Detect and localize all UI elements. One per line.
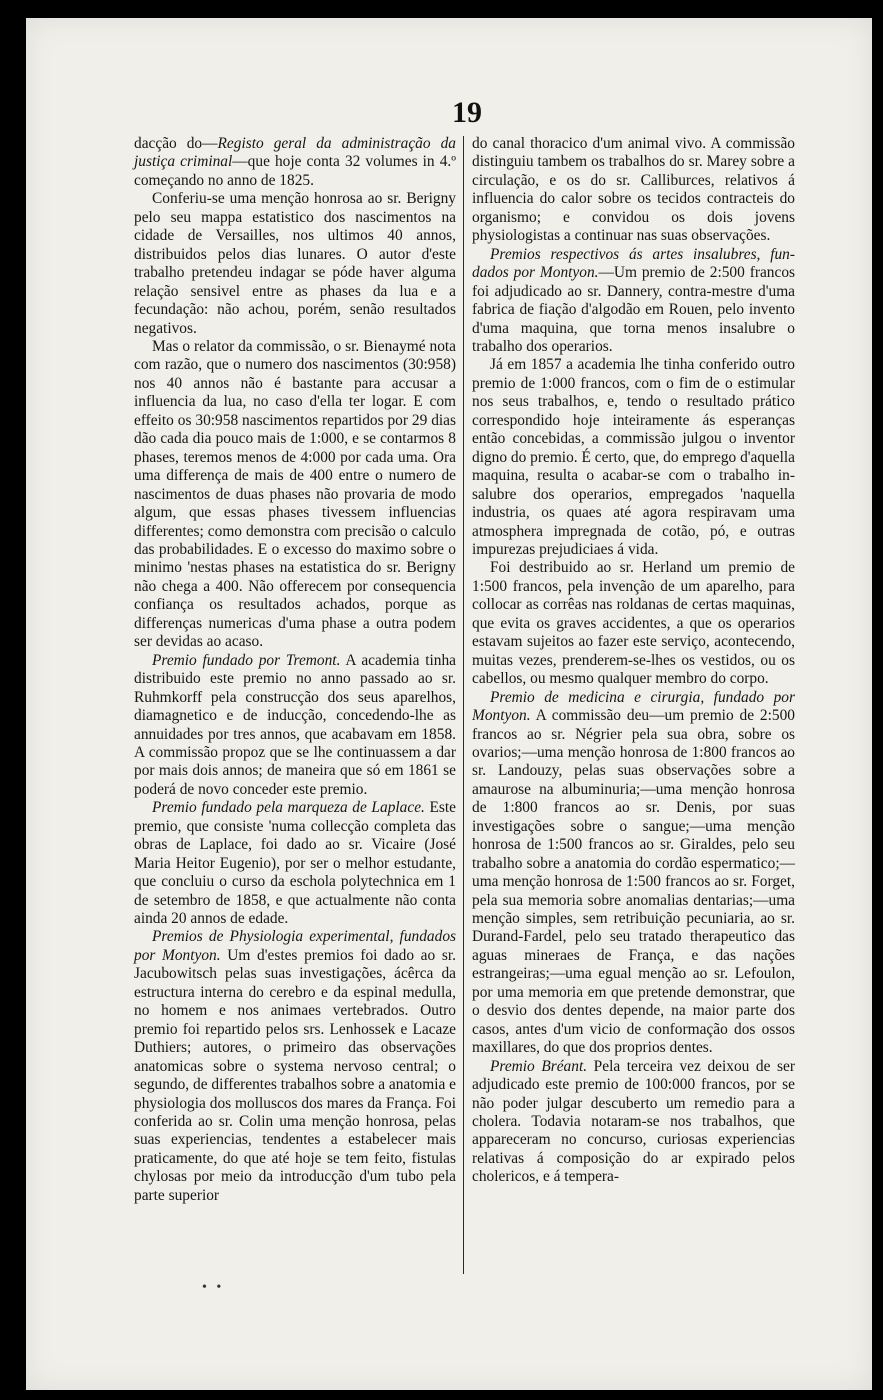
paragraph-text: A academia tinha distribuido este premio no anno passado ao sr. Ruhmkorff pela construcção dos seus aparelhos, diamagnetico e de inducção, concedendo-lhe as annuidades por tres annos, que acabavam em 1858. A commissão propoz que se lhe continuassem a dar por mais dois annos; de maneira que só em 1861 se poderá de novo conceder este premio. xyxy=(134,651,456,798)
paragraph-text: —que hoje conta 32 volumes in 4.º começando no anno de 1825. xyxy=(134,153,457,189)
section-heading: Premio Bréant. xyxy=(490,1057,588,1075)
paragraph-text: Já em 1857 a academia lhe tinha conferido outro premio de 1:000 francos, com o fim de o estimular nos seus trabalhos, e, tendo o resultado prático correspondido hoje inteiramente ás esperanças então concebidas, a commissão julgou o inventor digno do premio. É certo, que, do emprego d'aquella maquina, resulta o acabar-se com o trabalho insalubre dos operarios, empregados 'naquella industria, os quaes até agora respiravam uma atmosphera impregnada de cotão, pó, e outras impurezas prejudiciaes á vida. xyxy=(472,356,795,558)
right-text-column xyxy=(472,135,795,1187)
paragraph-l1 xyxy=(134,135,456,190)
section-heading: Premios de Physiologia experimental, fundados por Montyon. xyxy=(134,928,456,964)
paragraph-l5 xyxy=(134,799,456,928)
paragraph-text: Pela terceira vez deixou de ser adjudicado este premio de 100:000 francos, por se não poder julgar descuberto um remedio para a cholera. Todavia notaram-se nos trabalhos, que appareceram no concurso, curiosas experiencias relativas á composição do ar expirado pelos cholericos, e á tempera- xyxy=(472,1057,795,1186)
paragraph-l3 xyxy=(134,338,456,652)
paragraph-text: Mas o relator da commissão, o sr. Bienaymé nota com razão, que o numero dos nascimentos (30:958) nos 40 annos não é bastante para accusar a influencia da lua, no caso d'ella ter logar. E com effeito os 30:958 nascimentos repartidos por 29 dias dão cada dia pouco mais de 1:000, e se contarmos 8 phases, teremos menos de 4:000 por cada uma. Ora uma differença de mais de 400 entre o numero de nascimentos de duas phases não provaria de modo algum, que essas phases tivessem influencias differentes; como demonstra com precisão o calculo das probabilidades. E o excesso do maximo sobre o minimo 'nestas phases na estatistica do sr. Berigny não chega a 400. Não offerecem por consequencia confiança os resultados achados, porque as differenças numericas d'uma phase a outra podem ser devidas ao acaso. xyxy=(134,337,456,651)
paragraph-l2 xyxy=(134,190,456,338)
section-heading: Premio fundado pela marqueza de Laplace. xyxy=(152,799,425,817)
section-heading: Premios respectivos ás artes insalubres, fundados por Montyon. xyxy=(472,245,795,282)
column-divider xyxy=(463,136,464,1274)
paragraph-text: dacção do— xyxy=(134,135,218,152)
paragraph-r6 xyxy=(472,1058,795,1187)
section-heading: Registo geral da administração da justiça criminal xyxy=(134,135,456,171)
paragraph-text: Um d'estes premios foi dado ao sr. Jacubowitsch pelas suas investigações, ácêrca da estructura interna do cerebro e da espinal medulla, no homem e nos animaes vertebrados. Outro premio foi repartido pelos srs. Lenhossek e Lacaze Duthiers; autores, o primeiro das observações anatomicas sobre o systema nervoso central; o segundo, de differentes trabalhos sobre a anatomia e physiologia dos molluscos dos mares da França. Foi conferida ao sr. Colin uma menção honrosa, pelas suas experiencias, tendentes a estabelecer mais praticamente, do que até hoje se tem feito, fistulas chylosas por meio da introducção d'um tubo pela parte superior xyxy=(134,946,456,1204)
paragraph-r3 xyxy=(472,356,795,559)
paragraph-l6 xyxy=(134,928,456,1205)
footer-signature-mark: • • xyxy=(202,1280,225,1295)
paragraph-text: Conferiu-se uma menção honrosa ao sr. Berigny pelo seu mappa estatistico dos nascimentos na cidade de Versailles, nos ultimos 40 annos, distribuidos pelos dias lunares. O autor d'este trabalho pretendeu indagar se póde haver alguma relação sensivel entre as phases da lua e a fecundação: não achou, porém, senão resultados negativos. xyxy=(134,190,456,337)
paragraph-r1 xyxy=(472,135,795,246)
paragraph-text: Este premio, que consiste 'numa collecção completa das obras de Laplace, foi dado ao sr. Vicaire (José Maria Heitor Eugenio), por ser o melhor estudante, que concluiu o curso da eschola polytechnica em 1 de setembro de 1858, e que actualmente não conta ainda 20 annos de edade. xyxy=(134,799,456,928)
section-heading: Premio de medicina e cirurgia, fundado por Montyon. xyxy=(472,688,795,725)
paragraph-text: Foi destribuido ao sr. Herland um premio de 1:500 francos, pela invenção de um aparelho, para collocar as corrêas nas roldanas de certas maquinas, que evita os graves accidentes, a que os operarios estavam sujeitos ao fazer este serviço, acontecendo, muitas vezes, prenderem-se-lhes os vestidos, ou os cabellos, ou mesmo qualquer membro do corpo. xyxy=(472,559,795,688)
paragraph-text: A commissão deu—um premio de 2:500 francos ao sr. Négrier pela sua obra, sobre os ovarios;—uma menção honrosa de 1:800 francos ao sr. Landouzy, pelas suas observações sobre a amaurose na albuminuria;—uma menção honrosa de 1:800 francos ao sr. Denis, por suas investigações sobre o sangue;—uma menção honrosa de 1:500 francos ao sr. Giraldes, pelo seu trabalho sobre a anatomia do cordão espermatico;—uma menção honrosa de 1:500 francos ao sr. Forget, pela sua memoria sobre anomalias dentarias;—uma menção simples, sem retribuição pecuniaria, ao sr. Durand-Fardel, pelo seu tratado therapeutico das aguas mineraes de França, e das nações estrangeiras;—uma egual menção ao sr. Lefoulon, por uma memoria em que pretende demonstrar, que o desvio dos dentes depende, na maior parte dos casos, antes d'um vicio de conformação dos ossos maxillares, do que dos proprios dentes. xyxy=(472,707,795,1057)
printed-page xyxy=(26,18,872,1390)
paragraph-l4 xyxy=(134,652,456,800)
paragraph-text: —Um premio de 2:500 francos foi adjudicado ao sr. Dannery, contra-mestre d'uma fabrica de fiação d'algodão em Rouen, pelo invento d'uma maquina, que torna menos insalubre o trabalho dos operarios. xyxy=(472,264,796,355)
page-number: 19 xyxy=(452,96,482,129)
paragraph-r5 xyxy=(472,689,795,1058)
paragraph-text: do canal thoracico d'um animal vivo. A commissão distinguiu tambem os trabalhos do sr. Marey sobre a circulação, e os do sr. Calliburces, relativos á influencia do calor sobre os tecidos contracteis do organismo; e convidou os dois jovens physiologistas a continuar nas suas observações. xyxy=(472,135,795,245)
paragraph-r2 xyxy=(472,246,795,357)
section-heading: Premio fundado por Tremont. xyxy=(152,651,341,669)
paragraph-r4 xyxy=(472,559,795,688)
left-text-column xyxy=(134,135,456,1205)
